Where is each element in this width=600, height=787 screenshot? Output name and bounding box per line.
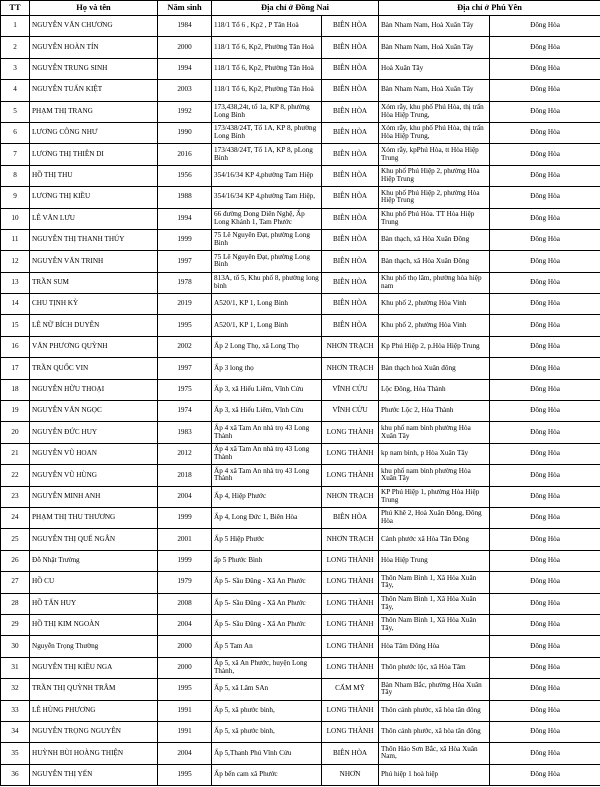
birth-year: 1991 <box>158 721 212 742</box>
phu-yen-district: Đông Hòa <box>490 144 600 165</box>
table-row <box>1 229 600 250</box>
dong-nai-district: BIÊN HÒA <box>322 294 379 315</box>
phu-yen-district: Đông Hòa <box>490 529 600 550</box>
dong-nai-address: 813A, tổ 5, Khu phố 8, phường long bình <box>212 272 322 293</box>
full-name: HỒ CU <box>30 572 158 593</box>
dong-nai-address: Ấp 5- Sầu Đũng - Xã An Phước <box>212 572 322 593</box>
dong-nai-address: ấp 5 Phước Bình <box>212 550 322 571</box>
phu-yen-address: Cảnh phước xã Hòa Tân Đông <box>379 529 490 550</box>
birth-year: 2000 <box>158 657 212 678</box>
phu-yen-district: Đông Hòa <box>490 572 600 593</box>
birth-year: 2002 <box>158 336 212 357</box>
phu-yen-address: Lộc Đông, Hòa Thành <box>379 379 490 400</box>
table-row <box>1 16 600 37</box>
dong-nai-district: BIÊN HÒA <box>322 315 379 336</box>
phu-yen-district: Đông Hòa <box>490 101 600 122</box>
phu-yen-district: Đông Hòa <box>490 229 600 250</box>
full-name: NGUYỄN VŨ HÙNG <box>30 465 158 486</box>
dong-nai-address: Ấp 4, Long Đức 1, Biên Hòa <box>212 507 322 528</box>
row-number: 28 <box>1 593 30 614</box>
phu-yen-address: Bàn thạch hoà Xuân đông <box>379 358 490 379</box>
dong-nai-address: Ấp 3 long thọ <box>212 358 322 379</box>
birth-year: 1994 <box>158 58 212 79</box>
phu-yen-address: Xóm rẫy, khu phố Phú Hòa, thị trấn Hòa Hiệp Trung, <box>379 101 490 122</box>
phu-yen-address: Khu phố thọ lâm, phường hòa hiệp nam <box>379 272 490 293</box>
dong-nai-district: LONG THÀNH <box>322 657 379 678</box>
dong-nai-district: BIÊN HÒA <box>322 507 379 528</box>
phu-yen-address: Bàn Nham Nam, Hoà Xuân Tây <box>379 16 490 37</box>
dong-nai-district: LONG THÀNH <box>322 636 379 657</box>
dong-nai-address: Ấp 5- Sầu Đũng - Xã An Phước <box>212 593 322 614</box>
dong-nai-district: BIÊN HÒA <box>322 272 379 293</box>
phu-yen-district: Đông Hòa <box>490 486 600 507</box>
table-row <box>1 336 600 357</box>
row-number: 21 <box>1 443 30 464</box>
phu-yen-address: Bàn Nham Nam, Hoà Xuân Tây <box>379 37 490 58</box>
row-number: 18 <box>1 379 30 400</box>
phu-yen-district: Đông Hòa <box>490 358 600 379</box>
dong-nai-address: 75 Lê Nguyên Đạt, phường Long Bình <box>212 251 322 272</box>
row-number: 13 <box>1 272 30 293</box>
phu-yen-district: Đông Hòa <box>490 700 600 721</box>
full-name: NGUYỄN MINH ANH <box>30 486 158 507</box>
row-number: 6 <box>1 122 30 143</box>
table-row <box>1 593 600 614</box>
phu-yen-district: Đông Hòa <box>490 401 600 422</box>
row-number: 14 <box>1 294 30 315</box>
birth-year: 2019 <box>158 294 212 315</box>
phu-yen-address: Khu phố Phú Hòa. TT Hòa Hiệp Trung <box>379 208 490 229</box>
dong-nai-district: LONG THÀNH <box>322 700 379 721</box>
dong-nai-address: Ấp 4 xã Tam An nhà trọ 43 Long Thành <box>212 465 322 486</box>
birth-year: 1984 <box>158 16 212 37</box>
header-dong-nai-address: Địa chỉ ở Đồng Nai <box>212 1 379 16</box>
phu-yen-district: Đông Hòa <box>490 614 600 635</box>
birth-year: 2003 <box>158 80 212 101</box>
table-row <box>1 401 600 422</box>
phu-yen-district: Đông Hòa <box>490 507 600 528</box>
table-row <box>1 379 600 400</box>
header-name: Họ và tên <box>30 1 158 16</box>
dong-nai-district: LONG THÀNH <box>322 721 379 742</box>
table-row <box>1 486 600 507</box>
phu-yen-district: Đông Hòa <box>490 743 600 764</box>
dong-nai-address: 173/438/24T, Tổ 1A, KP 8, phường Long Bình <box>212 122 322 143</box>
phu-yen-address: Phước Lộc 2, Hòa Thành <box>379 401 490 422</box>
row-number: 16 <box>1 336 30 357</box>
header-phu-yen-address: Địa chỉ ở Phú Yên <box>379 1 600 16</box>
row-number: 8 <box>1 165 30 186</box>
phu-yen-address: Khu phố 2, phường Hòa Vinh <box>379 294 490 315</box>
birth-year: 1995 <box>158 315 212 336</box>
phu-yen-address: Hoà Xuân Tây <box>379 58 490 79</box>
birth-year: 1975 <box>158 379 212 400</box>
table-row <box>1 465 600 486</box>
table-row <box>1 422 600 443</box>
phu-yen-address: Thôn cảnh phước, xã hòa tân đông <box>379 721 490 742</box>
table-row <box>1 80 600 101</box>
birth-year: 1994 <box>158 208 212 229</box>
dong-nai-district: LONG THÀNH <box>322 572 379 593</box>
phu-yen-address: khu phố nam bình phường Hòa Xuân Tây <box>379 422 490 443</box>
phu-yen-district: Đông Hòa <box>490 336 600 357</box>
birth-year: 2000 <box>158 37 212 58</box>
full-name: PHẠM THỊ TRANG <box>30 101 158 122</box>
dong-nai-district: BIÊN HÒA <box>322 251 379 272</box>
dong-nai-address: Ấp 5 Hiệp Phước <box>212 529 322 550</box>
full-name: NGUYỄN TRUNG SINH <box>30 58 158 79</box>
dong-nai-district: NHƠN TRẠCH <box>322 486 379 507</box>
full-name: NGUYỄN VŨ HOAN <box>30 443 158 464</box>
dong-nai-address: Ấp 5, xã Lâm SAn <box>212 679 322 700</box>
phu-yen-district: Đông Hòa <box>490 379 600 400</box>
table-row <box>1 529 600 550</box>
dong-nai-address: Ấp 3, xã Hiếu Liêm, Vĩnh Cửu <box>212 379 322 400</box>
phu-yen-address: Phú Khê 2, Hoà Xuân Đông, Đông Hòa <box>379 507 490 528</box>
dong-nai-address: Ấp 5, xã phước bình, <box>212 721 322 742</box>
table-row <box>1 358 600 379</box>
dong-nai-district: NHƠN TRẠCH <box>322 336 379 357</box>
birth-year: 1990 <box>158 122 212 143</box>
phu-yen-district: Đông Hòa <box>490 422 600 443</box>
phu-yen-address: Xóm rẫy, khu phố Phú Hòa, thị trấn Hòa Hiệp Trung, <box>379 122 490 143</box>
birth-year: 2012 <box>158 443 212 464</box>
table-row <box>1 272 600 293</box>
table-row <box>1 679 600 700</box>
birth-year: 1997 <box>158 358 212 379</box>
full-name: NGUYỄN HỮU THOẠI <box>30 379 158 400</box>
birth-year: 1992 <box>158 101 212 122</box>
phu-yen-district: Đông Hòa <box>490 165 600 186</box>
table-row <box>1 721 600 742</box>
row-number: 15 <box>1 315 30 336</box>
table-row <box>1 443 600 464</box>
dong-nai-address: A520/1, KP 1, Long Bình <box>212 294 322 315</box>
dong-nai-address: 118/1 Tổ 6, Kp2, Phường Tân Hoà <box>212 58 322 79</box>
row-number: 34 <box>1 721 30 742</box>
full-name: TRẦN QUỐC VIN <box>30 358 158 379</box>
row-number: 26 <box>1 550 30 571</box>
row-number: 2 <box>1 37 30 58</box>
phu-yen-district: Đông Hòa <box>490 80 600 101</box>
table-row <box>1 144 600 165</box>
phu-yen-district: Đông Hòa <box>490 764 600 785</box>
phu-yen-district: Đông Hòa <box>490 37 600 58</box>
dong-nai-district: BIÊN HÒA <box>322 58 379 79</box>
table-row <box>1 294 600 315</box>
full-name: LÊ NỮ BÍCH DUYÊN <box>30 315 158 336</box>
table-row <box>1 614 600 635</box>
row-number: 31 <box>1 657 30 678</box>
row-number: 22 <box>1 465 30 486</box>
dong-nai-address: 118/1 Tổ 6, Kp2, Phường Tân Hoà <box>212 37 322 58</box>
full-name: NGUYỄN VĂN CHƯƠNG <box>30 16 158 37</box>
row-number: 24 <box>1 507 30 528</box>
phu-yen-district: Đông Hòa <box>490 550 600 571</box>
table-row <box>1 208 600 229</box>
full-name: NGUYỄN VĂN NGỌC <box>30 401 158 422</box>
phu-yen-district: Đông Hòa <box>490 315 600 336</box>
full-name: NGUYỄN THỊ YẾN <box>30 764 158 785</box>
full-name: Đỗ Nhật Trường <box>30 550 158 571</box>
phu-yen-district: Đông Hòa <box>490 636 600 657</box>
dong-nai-address: Ấp 5- Sầu Đũng - Xã An Phước <box>212 614 322 635</box>
dong-nai-district: BIÊN HÒA <box>322 16 379 37</box>
row-number: 5 <box>1 101 30 122</box>
table-row <box>1 700 600 721</box>
phu-yen-address: Bàn thạch, xã Hòa Xuân Đông <box>379 251 490 272</box>
table-row <box>1 187 600 208</box>
dong-nai-district: BIÊN HÒA <box>322 743 379 764</box>
full-name: LÊ VĂN LƯU <box>30 208 158 229</box>
table-row <box>1 315 600 336</box>
dong-nai-district: LONG THÀNH <box>322 593 379 614</box>
table-row <box>1 165 600 186</box>
dong-nai-district: LONG THÀNH <box>322 422 379 443</box>
full-name: NGUYỄN TRỌNG NGUYÊN <box>30 721 158 742</box>
phu-yen-address: Bàn thạch, xã Hòa Xuân Đông <box>379 229 490 250</box>
dong-nai-address: Ấp 5,Thanh Phú Vĩnh Cửu <box>212 743 322 764</box>
row-number: 1 <box>1 16 30 37</box>
table-row <box>1 743 600 764</box>
phu-yen-address: khu phố nam bình phường Hòa Xuân Tây <box>379 465 490 486</box>
row-number: 23 <box>1 486 30 507</box>
full-name: VĂN PHƯƠNG QUỲNH <box>30 336 158 357</box>
dong-nai-address: Ấp bến cam xã Phước <box>212 764 322 785</box>
phu-yen-district: Đông Hòa <box>490 58 600 79</box>
phu-yen-address: Khu phố Phú Hiệp 2, phường Hòa Hiệp Trung <box>379 187 490 208</box>
table-row <box>1 764 600 785</box>
table-row <box>1 507 600 528</box>
dong-nai-district: BIÊN HÒA <box>322 208 379 229</box>
birth-year: 1956 <box>158 165 212 186</box>
birth-year: 1988 <box>158 187 212 208</box>
phu-yen-district: Đông Hòa <box>490 208 600 229</box>
phu-yen-district: Đông Hòa <box>490 721 600 742</box>
birth-year: 2001 <box>158 529 212 550</box>
phu-yen-district: Đông Hòa <box>490 465 600 486</box>
birth-year: 2000 <box>158 636 212 657</box>
row-number: 27 <box>1 572 30 593</box>
phu-yen-address: KP Phú Hiệp 1, phường Hòa Hiệp Trung <box>379 486 490 507</box>
full-name: PHẠM THỊ THU THƯƠNG <box>30 507 158 528</box>
dong-nai-address: Ấp 5, xã phước bình, <box>212 700 322 721</box>
phu-yen-address: Kp Phú Hiệp 2, p.Hòa Hiệp Trung <box>379 336 490 357</box>
dong-nai-district: VĨNH CỬU <box>322 379 379 400</box>
phu-yen-district: Đông Hòa <box>490 294 600 315</box>
phu-yen-address: Thôn phước lộc, xã Hòa Tâm <box>379 657 490 678</box>
phu-yen-address: Bàn Nham Nam, Hoà Xuân Tây <box>379 80 490 101</box>
phu-yen-district: Đông Hòa <box>490 187 600 208</box>
dong-nai-address: Ấp 4, Hiệp Phước <box>212 486 322 507</box>
full-name: LƯƠNG CÔNG NHƯ <box>30 122 158 143</box>
birth-year: 1983 <box>158 422 212 443</box>
full-name: NGUYỄN VĂN TRINH <box>30 251 158 272</box>
phu-yen-address: Phú hiệp 1 hoà hiệp <box>379 764 490 785</box>
dong-nai-district: BIÊN HÒA <box>322 144 379 165</box>
birth-year: 1997 <box>158 251 212 272</box>
table-row <box>1 37 600 58</box>
dong-nai-address: Ấp 3, xã Hiếu Liêm, Vĩnh Cửu <box>212 401 322 422</box>
dong-nai-address: 66 đường Dong Diên Nghệ, Ấp Long Khánh 1, Tam Phước <box>212 208 322 229</box>
birth-year: 1999 <box>158 507 212 528</box>
phu-yen-address: Thôn Nam Bình 1, Xã Hòa Xuân Tây, <box>379 572 490 593</box>
full-name: HUỲNH BÙI HOÀNG THIỆN <box>30 743 158 764</box>
dong-nai-district: BIÊN HÒA <box>322 122 379 143</box>
phu-yen-address: Thôn Nam Bình 1, Xã Hòa Xuân Tây, <box>379 614 490 635</box>
dong-nai-district: BIÊN HÒA <box>322 165 379 186</box>
dong-nai-district: LONG THÀNH <box>322 465 379 486</box>
dong-nai-address: 354/16/34 KP 4,phường Tam Hiệp <box>212 165 322 186</box>
header-tt: TT <box>1 1 30 16</box>
dong-nai-address: 118/1 Tổ 6, Kp2, Phường Tân Hoà <box>212 80 322 101</box>
full-name: NGUYỄN THỊ KIỀU NGA <box>30 657 158 678</box>
full-name: NGUYỄN THỊ THANH THÚY <box>30 229 158 250</box>
dong-nai-district: BIÊN HÒA <box>322 229 379 250</box>
phu-yen-district: Đông Hòa <box>490 16 600 37</box>
phu-yen-district: Đông Hòa <box>490 679 600 700</box>
row-number: 9 <box>1 187 30 208</box>
dong-nai-address: Ấp 2 Long Thọ, xã Long Thọ <box>212 336 322 357</box>
phu-yen-district: Đông Hòa <box>490 251 600 272</box>
table-row <box>1 636 600 657</box>
phu-yen-address: kp nam bình, p Hòa Xuân Tây <box>379 443 490 464</box>
row-number: 32 <box>1 679 30 700</box>
dong-nai-district: LONG THÀNH <box>322 614 379 635</box>
full-name: TRẦN SUM <box>30 272 158 293</box>
table-row <box>1 550 600 571</box>
full-name: HỒ THỊ THU <box>30 165 158 186</box>
birth-year: 1999 <box>158 550 212 571</box>
birth-year: 1978 <box>158 272 212 293</box>
birth-year: 1995 <box>158 679 212 700</box>
dong-nai-district: BIÊN HÒA <box>322 187 379 208</box>
header-row <box>1 1 600 16</box>
birth-year: 1979 <box>158 572 212 593</box>
phu-yen-district: Đông Hòa <box>490 443 600 464</box>
row-number: 17 <box>1 358 30 379</box>
full-name: LƯƠNG THỊ KIỀU <box>30 187 158 208</box>
row-number: 35 <box>1 743 30 764</box>
birth-year: 2008 <box>158 593 212 614</box>
birth-year: 2004 <box>158 614 212 635</box>
full-name: TRẦN THỊ QUỲNH TRÂM <box>30 679 158 700</box>
row-number: 29 <box>1 614 30 635</box>
phu-yen-address: Bàn Nham Bắc, phường Hòa Xuân Tây <box>379 679 490 700</box>
dong-nai-address: Ấp 5 Tam An <box>212 636 322 657</box>
birth-year: 1999 <box>158 229 212 250</box>
birth-year: 1974 <box>158 401 212 422</box>
dong-nai-address: 354/16/34 KP 4,phường Tam Hiệp, <box>212 187 322 208</box>
full-name: LÊ HÙNG PHƯƠNG <box>30 700 158 721</box>
row-number: 25 <box>1 529 30 550</box>
dong-nai-district: BIÊN HÒA <box>322 80 379 101</box>
phu-yen-district: Đông Hòa <box>490 593 600 614</box>
dong-nai-district: NHƠN TRẠCH <box>322 529 379 550</box>
dong-nai-district: CẨM MỸ <box>322 679 379 700</box>
phu-yen-address: Khu phố 2, phường Hòa Vinh <box>379 315 490 336</box>
dong-nai-district: LONG THÀNH <box>322 443 379 464</box>
table-row <box>1 572 600 593</box>
phu-yen-address: Thôn Hảo Sơn Bắc, xã Hòa Xuân Nam, <box>379 743 490 764</box>
phu-yen-district: Đông Hòa <box>490 272 600 293</box>
phu-yen-district: Đông Hòa <box>490 122 600 143</box>
row-number: 4 <box>1 80 30 101</box>
phu-yen-district: Đông Hòa <box>490 657 600 678</box>
dong-nai-district: VĨNH CỬU <box>322 401 379 422</box>
dong-nai-district: NHƠN TRẠCH <box>322 358 379 379</box>
dong-nai-address: 118/1 Tổ 6 , Kp2 , P Tân Hoà <box>212 16 322 37</box>
full-name: CHU TỊNH KỲ <box>30 294 158 315</box>
birth-year: 2004 <box>158 743 212 764</box>
row-number: 33 <box>1 700 30 721</box>
dong-nai-address: 173/438/24T, Tổ 1A, KP 8, pLong Bình <box>212 144 322 165</box>
phu-yen-address: Xóm rẫy, kpPhú Hòa, tt Hòa Hiệp Trung <box>379 144 490 165</box>
dong-nai-district: BIÊN HÒA <box>322 37 379 58</box>
dong-nai-district: LONG THÀNH <box>322 550 379 571</box>
full-name: HỒ THỊ KIM NGOÀN <box>30 614 158 635</box>
row-number: 12 <box>1 251 30 272</box>
table-row <box>1 657 600 678</box>
table-row <box>1 251 600 272</box>
dong-nai-address: Ấp 4 xã Tam An nhà trọ 43 Long Thành <box>212 443 322 464</box>
table-row <box>1 122 600 143</box>
row-number: 19 <box>1 401 30 422</box>
phu-yen-address: Thôn Nam Bình 1, Xã Hòa Xuân Tây, <box>379 593 490 614</box>
dong-nai-address: 75 Lê Nguyên Đạt, phường Long Bình <box>212 229 322 250</box>
dong-nai-address: Ấp 4 xã Tam An nhà trọ 43 Long Thành <box>212 422 322 443</box>
phu-yen-address: Hòa Hiệp Trung <box>379 550 490 571</box>
row-number: 3 <box>1 58 30 79</box>
phu-yen-address: Khu phố Phú Hiệp 2, phường Hòa Hiệp Trung <box>379 165 490 186</box>
full-name: HỒ TẤN HUY <box>30 593 158 614</box>
row-number: 10 <box>1 208 30 229</box>
birth-year: 1995 <box>158 764 212 785</box>
row-number: 11 <box>1 229 30 250</box>
dong-nai-district: BIÊN HÒA <box>322 101 379 122</box>
birth-year: 2016 <box>158 144 212 165</box>
full-name: NGUYỄN ĐỨC HUY <box>30 422 158 443</box>
birth-year: 1991 <box>158 700 212 721</box>
row-number: 36 <box>1 764 30 785</box>
header-birth-year: Năm sinh <box>158 1 212 16</box>
full-name: NGUYỄN TUẤN KIỆT <box>30 80 158 101</box>
full-name: NGUYỄN HOÀN TÍN <box>30 37 158 58</box>
table-row <box>1 101 600 122</box>
dong-nai-address: 173,438,24t, tổ 1a, KP 8, phường Long Bình <box>212 101 322 122</box>
dong-nai-district: NHƠN <box>322 764 379 785</box>
row-number: 20 <box>1 422 30 443</box>
phu-yen-address: Hòa Tâm Đông Hòa <box>379 636 490 657</box>
row-number: 30 <box>1 636 30 657</box>
dong-nai-address: A520/1, KP 1, Long Bình <box>212 315 322 336</box>
phu-yen-address: Thôn cảnh phước, xã hòa tân đông <box>379 700 490 721</box>
full-name: LƯƠNG THỊ THIÊN DI <box>30 144 158 165</box>
row-number: 7 <box>1 144 30 165</box>
full-name: NGUYỄN THỊ QUẾ NGÂN <box>30 529 158 550</box>
birth-year: 2018 <box>158 465 212 486</box>
table-row <box>1 58 600 79</box>
full-name: Nguyễn Trọng Thường <box>30 636 158 657</box>
birth-year: 2004 <box>158 486 212 507</box>
dong-nai-address: Ấp 5, xã An Phước, huyện Long Thành, <box>212 657 322 678</box>
